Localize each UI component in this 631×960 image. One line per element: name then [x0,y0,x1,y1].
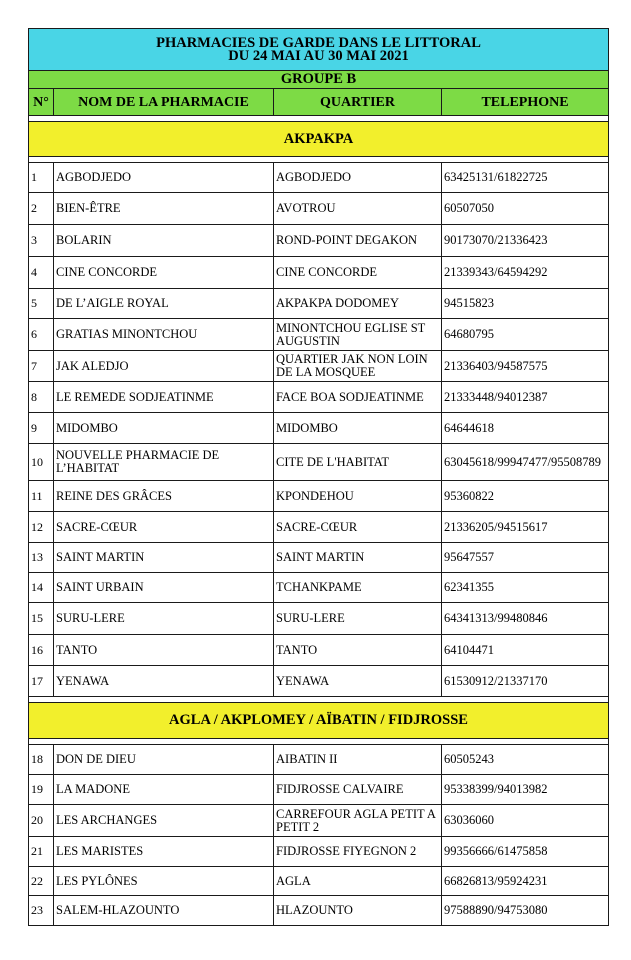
quartier-cell: SACRE-CŒUR [274,512,442,543]
quartier-cell: YENAWA [274,666,442,697]
quartier-cell: FACE BOA SODJEATINME [274,382,442,413]
telephone-cell: 95338399/94013982 [442,775,609,805]
table-row [29,163,609,193]
telephone-cell: 97588890/94753080 [442,896,609,926]
pharmacy-name: BOLARIN [54,225,274,257]
pharmacy-name: YENAWA [54,666,274,697]
quartier-cell: FIDJROSSE FIYEGNON 2 [274,837,442,867]
telephone-cell: 64680795 [442,319,609,351]
telephone-cell: 64104471 [442,635,609,666]
pharmacy-name: SURU-LERE [54,603,274,635]
table-row [29,512,609,543]
quartier-cell: HLAZOUNTO [274,896,442,926]
telephone-cell: 99356666/61475858 [442,837,609,867]
row-number: 4 [29,257,54,289]
quartier-cell: AIBATIN II [274,745,442,775]
table-row [29,289,609,319]
table-row [29,413,609,444]
quartier-cell: KPONDEHOU [274,481,442,512]
row-number: 6 [29,319,54,351]
telephone-cell: 63425131/61822725 [442,163,609,193]
quartier-cell: CARREFOUR AGLA PETIT A PETIT 2 [274,805,442,837]
row-number: 17 [29,666,54,697]
quartier-cell: CINE CONCORDE [274,257,442,289]
pharmacy-name: DE L’AIGLE ROYAL [54,289,274,319]
quartier-cell: AKPAKPA DODOMEY [274,289,442,319]
pharmacy-name: LA MADONE [54,775,274,805]
title-row [29,29,609,71]
document-title [29,29,609,71]
table-row [29,481,609,512]
quartier-cell: ROND-POINT DEGAKON [274,225,442,257]
quartier-cell: MINONTCHOU EGLISE ST AUGUSTIN [274,319,442,351]
group-row [29,71,609,89]
telephone-cell: 95647557 [442,543,609,573]
row-number: 7 [29,351,54,382]
row-number: 13 [29,543,54,573]
quartier-cell: TCHANKPAME [274,573,442,603]
row-number: 1 [29,163,54,193]
row-number: 19 [29,775,54,805]
quartier-cell: AGBODJEDO [274,163,442,193]
table-row [29,351,609,382]
header-telephone: TELEPHONE [442,89,609,116]
pharmacy-name: SALEM-HLAZOUNTO [54,896,274,926]
table-row [29,225,609,257]
table-row [29,573,609,603]
pharmacy-name: AGBODJEDO [54,163,274,193]
title-line-2: DU 24 MAI AU 30 MAI 2021 [228,47,409,64]
table-row [29,837,609,867]
telephone-cell: 63045618/99947477/95508789 [442,444,609,481]
table-row [29,635,609,666]
quartier-cell: AVOTROU [274,193,442,225]
telephone-cell: 64644618 [442,413,609,444]
section-title: AGLA / AKPLOMEY / AÏBATIN / FIDJROSSE [29,703,609,739]
telephone-cell: 66826813/95924231 [442,867,609,896]
table-row [29,805,609,837]
row-number: 23 [29,896,54,926]
section-title: AKPAKPA [29,122,609,157]
row-number: 16 [29,635,54,666]
row-number: 8 [29,382,54,413]
quartier-cell: SAINT MARTIN [274,543,442,573]
pharmacy-name: LES ARCHANGES [54,805,274,837]
group-label: GROUPE B [29,71,609,89]
telephone-cell: 60507050 [442,193,609,225]
pharmacy-name: LE REMEDE SODJEATINME [54,382,274,413]
row-number: 10 [29,444,54,481]
pharmacy-name: NOUVELLE PHARMACIE DE L’HABITAT [54,444,274,481]
pharmacy-name: CINE CONCORDE [54,257,274,289]
table-row [29,896,609,926]
telephone-cell: 63036060 [442,805,609,837]
telephone-cell: 21336403/94587575 [442,351,609,382]
row-number: 14 [29,573,54,603]
pharmacy-name: JAK ALEDJO [54,351,274,382]
pharmacy-name: BIEN-ÊTRE [54,193,274,225]
telephone-cell: 21336205/94515617 [442,512,609,543]
quartier-cell: MIDOMBO [274,413,442,444]
pharmacy-name: LES MARISTES [54,837,274,867]
quartier-cell: SURU-LERE [274,603,442,635]
telephone-cell: 60505243 [442,745,609,775]
quartier-cell: FIDJROSSE CALVAIRE [274,775,442,805]
header-quartier: QUARTIER [274,89,442,116]
pharmacy-name: DON DE DIEU [54,745,274,775]
telephone-cell: 62341355 [442,573,609,603]
table-row [29,193,609,225]
row-number: 22 [29,867,54,896]
table-row [29,319,609,351]
section-header-row [29,122,609,157]
telephone-cell: 90173070/21336423 [442,225,609,257]
telephone-cell: 94515823 [442,289,609,319]
quartier-cell: QUARTIER JAK NON LOIN DE LA MOSQUEE [274,351,442,382]
row-number: 3 [29,225,54,257]
quartier-cell: AGLA [274,867,442,896]
row-number: 9 [29,413,54,444]
pharmacy-duty-table [28,28,609,926]
row-number: 12 [29,512,54,543]
pharmacy-name: REINE DES GRÂCES [54,481,274,512]
telephone-cell: 64341313/99480846 [442,603,609,635]
table-row [29,603,609,635]
pharmacy-name: LES PYLÔNES [54,867,274,896]
title-line-1: PHARMACIES DE GARDE DANS LE LITTORAL [156,34,481,51]
table-row [29,444,609,481]
telephone-cell: 21333448/94012387 [442,382,609,413]
row-number: 2 [29,193,54,225]
telephone-cell: 21339343/64594292 [442,257,609,289]
pharmacy-name: SAINT URBAIN [54,573,274,603]
column-header-row [29,89,609,116]
pharmacy-name: GRATIAS MINONTCHOU [54,319,274,351]
table-row [29,775,609,805]
telephone-cell: 61530912/21337170 [442,666,609,697]
table-row [29,382,609,413]
header-number: N° [29,89,54,116]
pharmacy-name: TANTO [54,635,274,666]
row-number: 18 [29,745,54,775]
row-number: 5 [29,289,54,319]
row-number: 20 [29,805,54,837]
table-row [29,543,609,573]
section-header-row [29,703,609,739]
row-number: 21 [29,837,54,867]
pharmacy-name: SACRE-CŒUR [54,512,274,543]
table-row [29,867,609,896]
header-pharmacy-name: NOM DE LA PHARMACIE [54,89,274,116]
quartier-cell: CITE DE L'HABITAT [274,444,442,481]
pharmacy-name: MIDOMBO [54,413,274,444]
table-row [29,666,609,697]
pharmacy-name: SAINT MARTIN [54,543,274,573]
telephone-cell: 95360822 [442,481,609,512]
quartier-cell: TANTO [274,635,442,666]
row-number: 15 [29,603,54,635]
table-row [29,745,609,775]
table-row [29,257,609,289]
row-number: 11 [29,481,54,512]
